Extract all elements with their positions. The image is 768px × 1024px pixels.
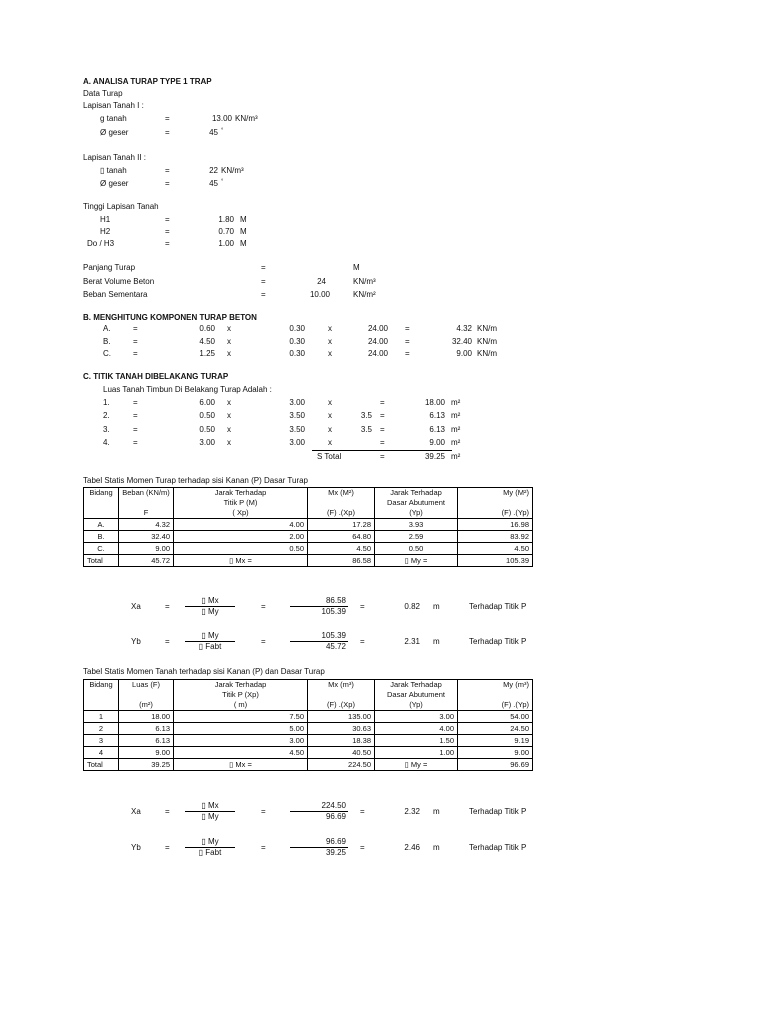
table-cell: 64.80 <box>308 531 375 543</box>
table-cell: 4.50 <box>174 747 308 759</box>
param-label: Berat Volume Beton <box>83 277 155 286</box>
table-cell: B. <box>84 531 119 543</box>
equals-sign: = <box>165 637 170 646</box>
table-cell: 40.50 <box>308 747 375 759</box>
header-cell: (F) .(Yp) <box>458 508 533 519</box>
result-unit: m² <box>451 438 461 447</box>
soil-moment-table <box>83 679 533 771</box>
equals-sign: = <box>380 438 385 447</box>
equals-sign: = <box>165 114 170 123</box>
value-c: 3.5 <box>360 411 372 420</box>
value-a: 3.00 <box>199 438 215 447</box>
result-unit: KN/m <box>477 349 497 358</box>
table-row <box>84 747 533 759</box>
result-unit: m² <box>451 398 461 407</box>
equals-sign: = <box>360 637 365 646</box>
result-unit: m <box>433 843 440 852</box>
section-c-title: C. TITIK TANAH DIBELAKANG TURAP <box>83 372 229 381</box>
table-row <box>84 735 533 747</box>
param-unit: ° <box>221 128 224 134</box>
equals-sign: = <box>405 337 410 346</box>
table-cell: 4.50 <box>458 543 533 555</box>
table-cell: 5.00 <box>174 723 308 735</box>
header-cell <box>84 508 119 519</box>
equals-sign: = <box>165 179 170 188</box>
header-cell <box>84 700 119 711</box>
table-cell: 9.00 <box>119 543 174 555</box>
times-sign: x <box>328 337 332 346</box>
result-value: 6.13 <box>429 411 445 420</box>
param-label: H1 <box>100 215 111 224</box>
param-value: 10.00 <box>309 290 330 299</box>
equals-sign: = <box>261 277 266 286</box>
equals-sign: = <box>133 324 138 333</box>
formula-result: 2.31 <box>404 637 420 646</box>
result-unit: m <box>433 602 440 611</box>
formula-result: 2.32 <box>404 807 420 816</box>
param-label: Ø geser <box>100 179 129 188</box>
header-cell: Mx (M²) <box>308 488 375 499</box>
header-cell: (m²) <box>119 700 174 711</box>
turap-moment-table <box>83 487 533 567</box>
param-value: 45 <box>209 179 218 188</box>
table-cell: 9.00 <box>458 747 533 759</box>
equals-sign: = <box>261 637 266 646</box>
table-cell: 1.00 <box>375 747 458 759</box>
row-id: A. <box>103 324 111 333</box>
value-c: 24.00 <box>367 349 388 358</box>
times-sign: x <box>227 324 231 333</box>
header-cell: ( Xp) <box>174 508 308 519</box>
param-unit: M <box>353 263 360 272</box>
equals-sign: = <box>360 602 365 611</box>
table-row <box>84 723 533 735</box>
formula-note: Terhadap Titik P <box>469 807 527 816</box>
total-underline <box>312 450 452 451</box>
table-cell: 17.28 <box>308 519 375 531</box>
table-cell: 18.38 <box>308 735 375 747</box>
equals-sign: = <box>165 227 170 236</box>
table-cell: 96.69 <box>458 759 533 771</box>
table-cell: 4.00 <box>375 723 458 735</box>
formula-numerator: ▯ Mx <box>201 801 219 810</box>
times-sign: x <box>328 324 332 333</box>
equals-sign: = <box>360 843 365 852</box>
height-title: Tinggi Lapisan Tanah <box>83 202 159 211</box>
header-cell: Mx (m³) <box>308 680 375 691</box>
row-id: B. <box>103 337 111 346</box>
result-unit: KN/m <box>477 324 497 333</box>
times-sign: x <box>328 398 332 407</box>
value-b: 0.30 <box>289 349 305 358</box>
table-cell: 4.00 <box>174 519 308 531</box>
section-a-title: A. ANALISA TURAP TYPE 1 TRAP <box>83 77 212 86</box>
table-cell: 0.50 <box>174 543 308 555</box>
equals-sign: = <box>405 349 410 358</box>
table-header-row <box>84 680 533 691</box>
table-cell: 0.50 <box>375 543 458 555</box>
times-sign: x <box>328 349 332 358</box>
equals-sign: = <box>165 843 170 852</box>
param-label: Panjang Turap <box>83 263 136 272</box>
equals-sign: = <box>165 166 170 175</box>
row-id: 2. <box>103 411 110 420</box>
equals-sign: = <box>261 602 266 611</box>
header-cell: Jarak Terhadap <box>375 680 458 691</box>
table-cell: ▯ Mx = <box>174 759 308 771</box>
header-cell <box>308 690 375 700</box>
param-value: 1.80 <box>218 215 234 224</box>
param-value: 1.00 <box>218 239 234 248</box>
formula-denominator: ▯ My <box>201 607 219 616</box>
equals-sign: = <box>380 425 385 434</box>
equals-sign: = <box>165 239 170 248</box>
table-cell: 9.19 <box>458 735 533 747</box>
table2-caption: Tabel Statis Momen Tanah terhadap sisi Kanan (P) dan Dasar Turap <box>83 667 325 676</box>
equals-sign: = <box>165 807 170 816</box>
equals-sign: = <box>133 349 138 358</box>
table-row <box>84 543 533 555</box>
table-row <box>84 519 533 531</box>
row-id: 1. <box>103 398 110 407</box>
param-unit: ° <box>221 179 224 185</box>
section-c-subtitle: Luas Tanah Timbun Di Belakang Turap Adalah : <box>103 385 272 394</box>
table-cell: 54.00 <box>458 711 533 723</box>
equals-sign: = <box>165 128 170 137</box>
param-value: 45 <box>209 128 218 137</box>
param-unit: KN/m² <box>353 290 376 299</box>
table-cell: 24.50 <box>458 723 533 735</box>
table-cell: 9.00 <box>119 747 174 759</box>
formula-numerator: ▯ My <box>201 837 219 846</box>
header-cell: Jarak Terhadap <box>375 488 458 499</box>
value-c: 3.5 <box>360 425 372 434</box>
formula-denominator: ▯ My <box>201 812 219 821</box>
table-cell: C. <box>84 543 119 555</box>
table-cell: ▯ My = <box>375 759 458 771</box>
result-value: 4.32 <box>456 324 472 333</box>
table-cell: Total <box>84 759 119 771</box>
formula-note: Terhadap Titik P <box>469 843 527 852</box>
table-cell: 2.59 <box>375 531 458 543</box>
header-cell: Titik P (M) <box>174 498 308 508</box>
header-cell: Jarak Terhadap <box>174 488 308 499</box>
table1-caption: Tabel Statis Momen Turap terhadap sisi Kanan (P) Dasar Turap <box>83 476 308 485</box>
table-header-row <box>84 690 533 700</box>
data-turap-label: Data Turap <box>83 89 123 98</box>
result-value: 18.00 <box>424 398 445 407</box>
equals-sign: = <box>133 411 138 420</box>
formula-numerator: ▯ Mx <box>201 596 219 605</box>
table-cell: 3.93 <box>375 519 458 531</box>
equals-sign: = <box>261 843 266 852</box>
param-value: 22 <box>209 166 218 175</box>
value-denominator: 45.72 <box>325 642 346 651</box>
table-cell: 3.00 <box>375 711 458 723</box>
formula-note: Terhadap Titik P <box>469 602 527 611</box>
total-value: 39.25 <box>424 452 445 461</box>
table-cell: 32.40 <box>119 531 174 543</box>
formula-label: Xa <box>131 807 141 816</box>
formula-label: Yb <box>131 637 141 646</box>
param-label: H2 <box>100 227 111 236</box>
formula-label: Yb <box>131 843 141 852</box>
equals-sign: = <box>380 452 385 461</box>
table-cell: 135.00 <box>308 711 375 723</box>
value-denominator: 39.25 <box>325 848 346 857</box>
equals-sign: = <box>360 807 365 816</box>
equals-sign: = <box>165 602 170 611</box>
table-cell: 86.58 <box>308 555 375 567</box>
param-label: Do / H3 <box>87 239 115 248</box>
table-header-row <box>84 700 533 711</box>
header-cell <box>119 498 174 508</box>
layer2-title: Lapisan Tanah II : <box>83 153 147 162</box>
table-cell: 4.50 <box>308 543 375 555</box>
equals-sign: = <box>261 263 266 272</box>
table-cell: ▯ Mx = <box>174 555 308 567</box>
value-a: 0.50 <box>199 411 215 420</box>
table-cell: 105.39 <box>458 555 533 567</box>
result-unit: KN/m <box>477 337 497 346</box>
table-cell: 3 <box>84 735 119 747</box>
header-cell: F <box>119 508 174 519</box>
header-cell: Bidang <box>84 488 119 499</box>
header-cell: (Yp) <box>375 700 458 711</box>
value-a: 0.50 <box>199 425 215 434</box>
formula-result: 2.46 <box>404 843 420 852</box>
equals-sign: = <box>380 411 385 420</box>
formula-denominator: ▯ Fabt <box>198 642 222 651</box>
value-b: 3.00 <box>289 438 305 447</box>
value-a: 0.60 <box>199 324 215 333</box>
section-b-title: B. MENGHITUNG KOMPONEN TURAP BETON <box>83 313 257 322</box>
header-cell <box>308 498 375 508</box>
result-value: 6.13 <box>429 425 445 434</box>
result-unit: m² <box>451 411 461 420</box>
header-cell <box>84 498 119 508</box>
value-denominator: 96.69 <box>325 812 346 821</box>
times-sign: x <box>227 398 231 407</box>
table-cell: Total <box>84 555 119 567</box>
equals-sign: = <box>380 398 385 407</box>
value-b: 3.50 <box>289 425 305 434</box>
table-cell: 39.25 <box>119 759 174 771</box>
param-label: g tanah <box>100 114 127 123</box>
row-id: 4. <box>103 438 110 447</box>
result-unit: m² <box>451 425 461 434</box>
table-cell: A. <box>84 519 119 531</box>
header-cell: (F) .(Yp) <box>458 700 533 711</box>
param-label: ▯ tanah <box>100 166 127 175</box>
table-cell: 1.50 <box>375 735 458 747</box>
table-cell: 224.50 <box>308 759 375 771</box>
header-cell: (Yp) <box>375 508 458 519</box>
param-unit: KN/m³ <box>235 114 258 123</box>
header-cell: Dasar Abutument <box>375 498 458 508</box>
table-cell: 4.32 <box>119 519 174 531</box>
value-b: 3.00 <box>289 398 305 407</box>
table-cell: 6.13 <box>119 723 174 735</box>
equals-sign: = <box>405 324 410 333</box>
value-a: 1.25 <box>199 349 215 358</box>
table-cell: 7.50 <box>174 711 308 723</box>
equals-sign: = <box>261 807 266 816</box>
result-value: 9.00 <box>429 438 445 447</box>
value-numerator: 96.69 <box>325 837 346 846</box>
table-cell: 1 <box>84 711 119 723</box>
result-unit: m <box>433 807 440 816</box>
value-b: 3.50 <box>289 411 305 420</box>
row-id: 3. <box>103 425 110 434</box>
param-value: 0.70 <box>218 227 234 236</box>
times-sign: x <box>328 411 332 420</box>
equals-sign: = <box>165 215 170 224</box>
table-cell: 3.00 <box>174 735 308 747</box>
result-unit: m <box>433 637 440 646</box>
param-unit: KN/m³ <box>353 277 376 286</box>
header-cell: Bidang <box>84 680 119 691</box>
table-header-row <box>84 508 533 519</box>
value-denominator: 105.39 <box>321 607 346 616</box>
total-unit: m² <box>451 452 461 461</box>
value-b: 0.30 <box>289 324 305 333</box>
table-cell: 4 <box>84 747 119 759</box>
param-unit: M <box>240 215 247 224</box>
header-cell <box>119 690 174 700</box>
value-numerator: 224.50 <box>321 801 346 810</box>
header-cell <box>458 498 533 508</box>
value-numerator: 86.58 <box>325 596 346 605</box>
table-cell: 2 <box>84 723 119 735</box>
formula-numerator: ▯ My <box>201 631 219 640</box>
header-cell: Titik P (Xp) <box>174 690 308 700</box>
param-label: Beban Sementara <box>83 290 148 299</box>
param-label: Ø geser <box>100 128 129 137</box>
equals-sign: = <box>133 337 138 346</box>
header-cell: Dasar Abutument <box>375 690 458 700</box>
result-value: 9.00 <box>456 349 472 358</box>
table-row <box>84 531 533 543</box>
times-sign: x <box>328 425 332 434</box>
param-unit: KN/m³ <box>221 166 244 175</box>
table-total-row <box>84 759 533 771</box>
header-cell <box>84 690 119 700</box>
header-cell: My (M²) <box>458 488 533 499</box>
result-value: 32.40 <box>451 337 472 346</box>
total-label: S Total <box>317 452 342 461</box>
times-sign: x <box>227 411 231 420</box>
table-row <box>84 711 533 723</box>
formula-denominator: ▯ Fabt <box>198 848 222 857</box>
equals-sign: = <box>133 425 138 434</box>
table-cell: 16.98 <box>458 519 533 531</box>
header-cell: Jarak Terhadap <box>174 680 308 691</box>
formula-note: Terhadap Titik P <box>469 637 527 646</box>
header-cell <box>458 690 533 700</box>
table-cell: 6.13 <box>119 735 174 747</box>
table-total-row <box>84 555 533 567</box>
times-sign: x <box>227 349 231 358</box>
header-cell: Luas (F) <box>119 680 174 691</box>
value-a: 4.50 <box>199 337 215 346</box>
header-cell: (F) .(Xp) <box>308 508 375 519</box>
row-id: C. <box>103 349 111 358</box>
header-cell: ( m) <box>174 700 308 711</box>
header-cell: My (m³) <box>458 680 533 691</box>
table-cell: 83.92 <box>458 531 533 543</box>
param-unit: M <box>240 227 247 236</box>
layer1-title: Lapisan Tanah I : <box>83 101 144 110</box>
table-cell: 45.72 <box>119 555 174 567</box>
times-sign: x <box>227 425 231 434</box>
param-value: 13.00 <box>211 114 232 123</box>
value-c: 24.00 <box>367 337 388 346</box>
param-value: 24 <box>317 277 326 286</box>
table-header-row <box>84 488 533 499</box>
equals-sign: = <box>133 438 138 447</box>
table-cell: 2.00 <box>174 531 308 543</box>
times-sign: x <box>328 438 332 447</box>
times-sign: x <box>227 438 231 447</box>
value-b: 0.30 <box>289 337 305 346</box>
value-c: 24.00 <box>367 324 388 333</box>
value-a: 6.00 <box>199 398 215 407</box>
table-cell: 18.00 <box>119 711 174 723</box>
header-cell: (F) .(Xp) <box>308 700 375 711</box>
table-cell: 30.63 <box>308 723 375 735</box>
equals-sign: = <box>133 398 138 407</box>
table-header-row <box>84 498 533 508</box>
param-unit: M <box>240 239 247 248</box>
times-sign: x <box>227 337 231 346</box>
table-cell: ▯ My = <box>375 555 458 567</box>
formula-result: 0.82 <box>404 602 420 611</box>
equals-sign: = <box>261 290 266 299</box>
value-numerator: 105.39 <box>321 631 346 640</box>
formula-label: Xa <box>131 602 141 611</box>
header-cell: Beban (KN/m) <box>119 488 174 499</box>
